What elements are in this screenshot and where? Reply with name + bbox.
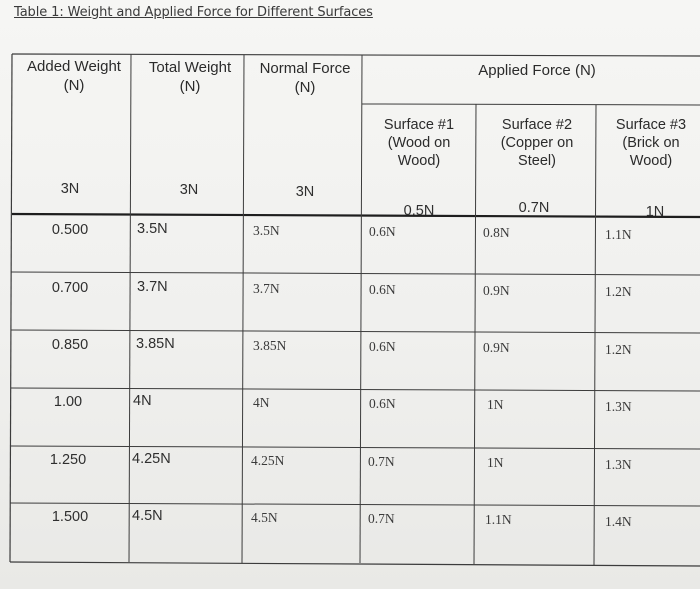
table-cell-added: 1.00	[53, 394, 83, 410]
table-cell-total: 3.7N	[137, 279, 168, 295]
header-surface-3-line3: Wood)	[629, 153, 673, 169]
header-added-weight-line1: Added Weight	[27, 58, 121, 75]
table-cell-added: 0.700	[51, 280, 89, 296]
table-cell-total: 3.5N	[137, 221, 168, 237]
table-cell-surface-3: 1.1N	[605, 227, 632, 242]
header-surface-1-line2: (Wood on	[387, 135, 451, 151]
header-surface-1	[384, 116, 454, 170]
header-total-weight	[149, 58, 231, 96]
table-cell-normal: 3.7N	[253, 281, 280, 296]
table-cell-added: 0.500	[51, 222, 89, 238]
table-cell-total: 4N	[133, 393, 152, 409]
baseline-normal-force: 3N	[295, 184, 315, 200]
table-cell-surface-3: 1.3N	[605, 457, 632, 472]
table-cell-surface-2: 0.8N	[483, 225, 510, 240]
header-surface-3-line2: (Brick on	[622, 135, 680, 151]
table-cell-normal: 4.25N	[251, 453, 285, 468]
header-surface-1-line1: Surface #1	[383, 117, 455, 133]
header-surface-2-line1: Surface #2	[501, 117, 573, 133]
table-caption: Table 1: Weight and Applied Force for Different Surfaces	[14, 5, 373, 20]
table-cell-surface-1: 0.6N	[369, 339, 396, 354]
baseline-surface-3: 1N	[645, 204, 665, 220]
baseline-total-weight: 3N	[179, 182, 199, 198]
baseline-surface-1: 0.5N	[403, 203, 435, 219]
table-cell-surface-3: 1.4N	[605, 514, 632, 529]
table-cell-normal: 3.85N	[253, 338, 287, 353]
table-cell-normal: 3.5N	[253, 223, 280, 238]
table-cell-surface-3: 1.2N	[605, 342, 632, 357]
table-cell-total: 4.25N	[132, 451, 171, 467]
table-cell-total: 4.5N	[132, 508, 163, 524]
table-cell-surface-1: 0.6N	[369, 282, 396, 297]
header-added-weight	[27, 57, 121, 95]
table-cell-surface-2: 1N	[487, 455, 504, 470]
table-cell-total: 3.85N	[136, 336, 175, 352]
header-surface-1-line3: Wood)	[397, 153, 441, 169]
header-total-weight-line2: (N)	[179, 78, 201, 95]
table-cell-surface-2: 0.9N	[483, 283, 510, 298]
header-surface-2-line3: Steel)	[518, 153, 556, 169]
table-cell-surface-2: 1.1N	[485, 512, 512, 527]
header-normal-force-line1: Normal Force	[259, 60, 351, 77]
header-added-weight-line2: (N)	[63, 77, 85, 94]
baseline-surface-2: 0.7N	[518, 200, 550, 216]
table-cell-normal: 4N	[253, 395, 270, 410]
table-cell-surface-2: 1N	[487, 397, 504, 412]
table-cell-surface-1: 0.6N	[369, 224, 396, 239]
header-total-weight-line1: Total Weight	[148, 59, 232, 76]
table-cell-surface-1: 0.6N	[369, 396, 396, 411]
header-normal-force	[260, 59, 351, 97]
table-cell-surface-1: 0.7N	[368, 511, 395, 526]
header-surface-3-line1: Surface #3	[615, 117, 687, 133]
table-cell-surface-3: 1.3N	[605, 399, 632, 414]
header-surface-2	[501, 116, 574, 170]
table-cell-surface-1: 0.7N	[368, 454, 395, 469]
table-cell-surface-3: 1.2N	[605, 284, 632, 299]
table-cell-added: 0.850	[51, 337, 89, 353]
baseline-added-weight: 3N	[60, 181, 80, 197]
header-applied-force: Applied Force (N)	[478, 62, 596, 79]
table-cell-added: 1.250	[49, 452, 87, 468]
table-cell-normal: 4.5N	[251, 510, 278, 525]
header-surface-2-line2: (Copper on	[500, 135, 574, 151]
table-cell-surface-2: 0.9N	[483, 340, 510, 355]
header-surface-3	[616, 116, 686, 170]
header-normal-force-line2: (N)	[294, 79, 316, 96]
table-cell-added: 1.500	[51, 509, 89, 525]
